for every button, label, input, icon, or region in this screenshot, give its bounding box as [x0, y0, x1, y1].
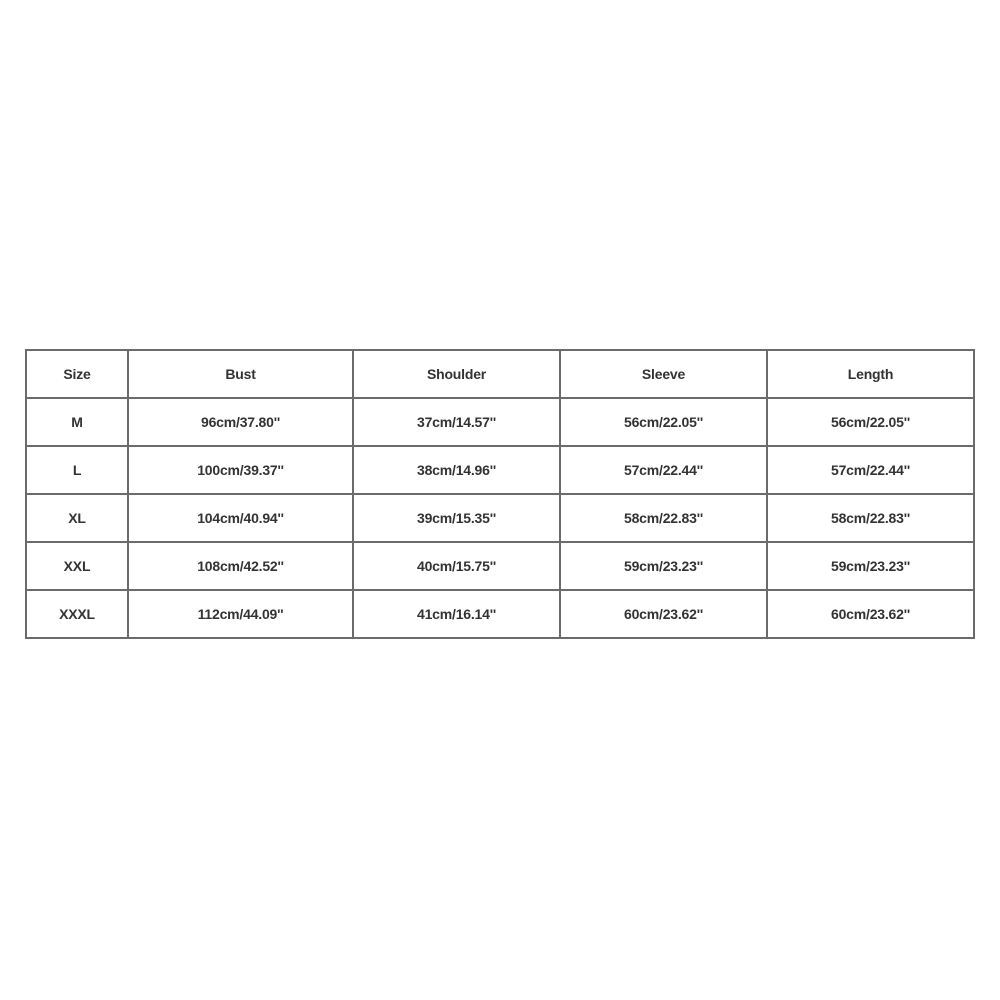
bust-cell: 100cm/39.37''	[128, 446, 353, 494]
table-body	[26, 398, 974, 638]
bust-cell: 96cm/37.80''	[128, 398, 353, 446]
length-cell: 56cm/22.05''	[767, 398, 974, 446]
size-cell: XXL	[26, 542, 128, 590]
sleeve-cell: 59cm/23.23''	[560, 542, 767, 590]
sleeve-cell: 60cm/23.62''	[560, 590, 767, 638]
length-cell: 59cm/23.23''	[767, 542, 974, 590]
size-cell: XL	[26, 494, 128, 542]
header-bust: Bust	[128, 350, 353, 398]
header-row	[26, 350, 974, 398]
table-row	[26, 542, 974, 590]
shoulder-cell: 37cm/14.57''	[353, 398, 560, 446]
shoulder-cell: 41cm/16.14''	[353, 590, 560, 638]
length-cell: 60cm/23.62''	[767, 590, 974, 638]
header-shoulder: Shoulder	[353, 350, 560, 398]
sleeve-cell: 56cm/22.05''	[560, 398, 767, 446]
table-row	[26, 398, 974, 446]
shoulder-cell: 40cm/15.75''	[353, 542, 560, 590]
bust-cell: 112cm/44.09''	[128, 590, 353, 638]
shoulder-cell: 38cm/14.96''	[353, 446, 560, 494]
sleeve-cell: 57cm/22.44''	[560, 446, 767, 494]
size-cell: M	[26, 398, 128, 446]
header-size: Size	[26, 350, 128, 398]
table-row	[26, 590, 974, 638]
table-header	[26, 350, 974, 398]
size-cell: L	[26, 446, 128, 494]
size-chart-table	[25, 349, 975, 639]
shoulder-cell: 39cm/15.35''	[353, 494, 560, 542]
bust-cell: 108cm/42.52''	[128, 542, 353, 590]
table-row	[26, 446, 974, 494]
header-length: Length	[767, 350, 974, 398]
length-cell: 58cm/22.83''	[767, 494, 974, 542]
header-sleeve: Sleeve	[560, 350, 767, 398]
size-cell: XXXL	[26, 590, 128, 638]
table-row	[26, 494, 974, 542]
length-cell: 57cm/22.44''	[767, 446, 974, 494]
sleeve-cell: 58cm/22.83''	[560, 494, 767, 542]
bust-cell: 104cm/40.94''	[128, 494, 353, 542]
